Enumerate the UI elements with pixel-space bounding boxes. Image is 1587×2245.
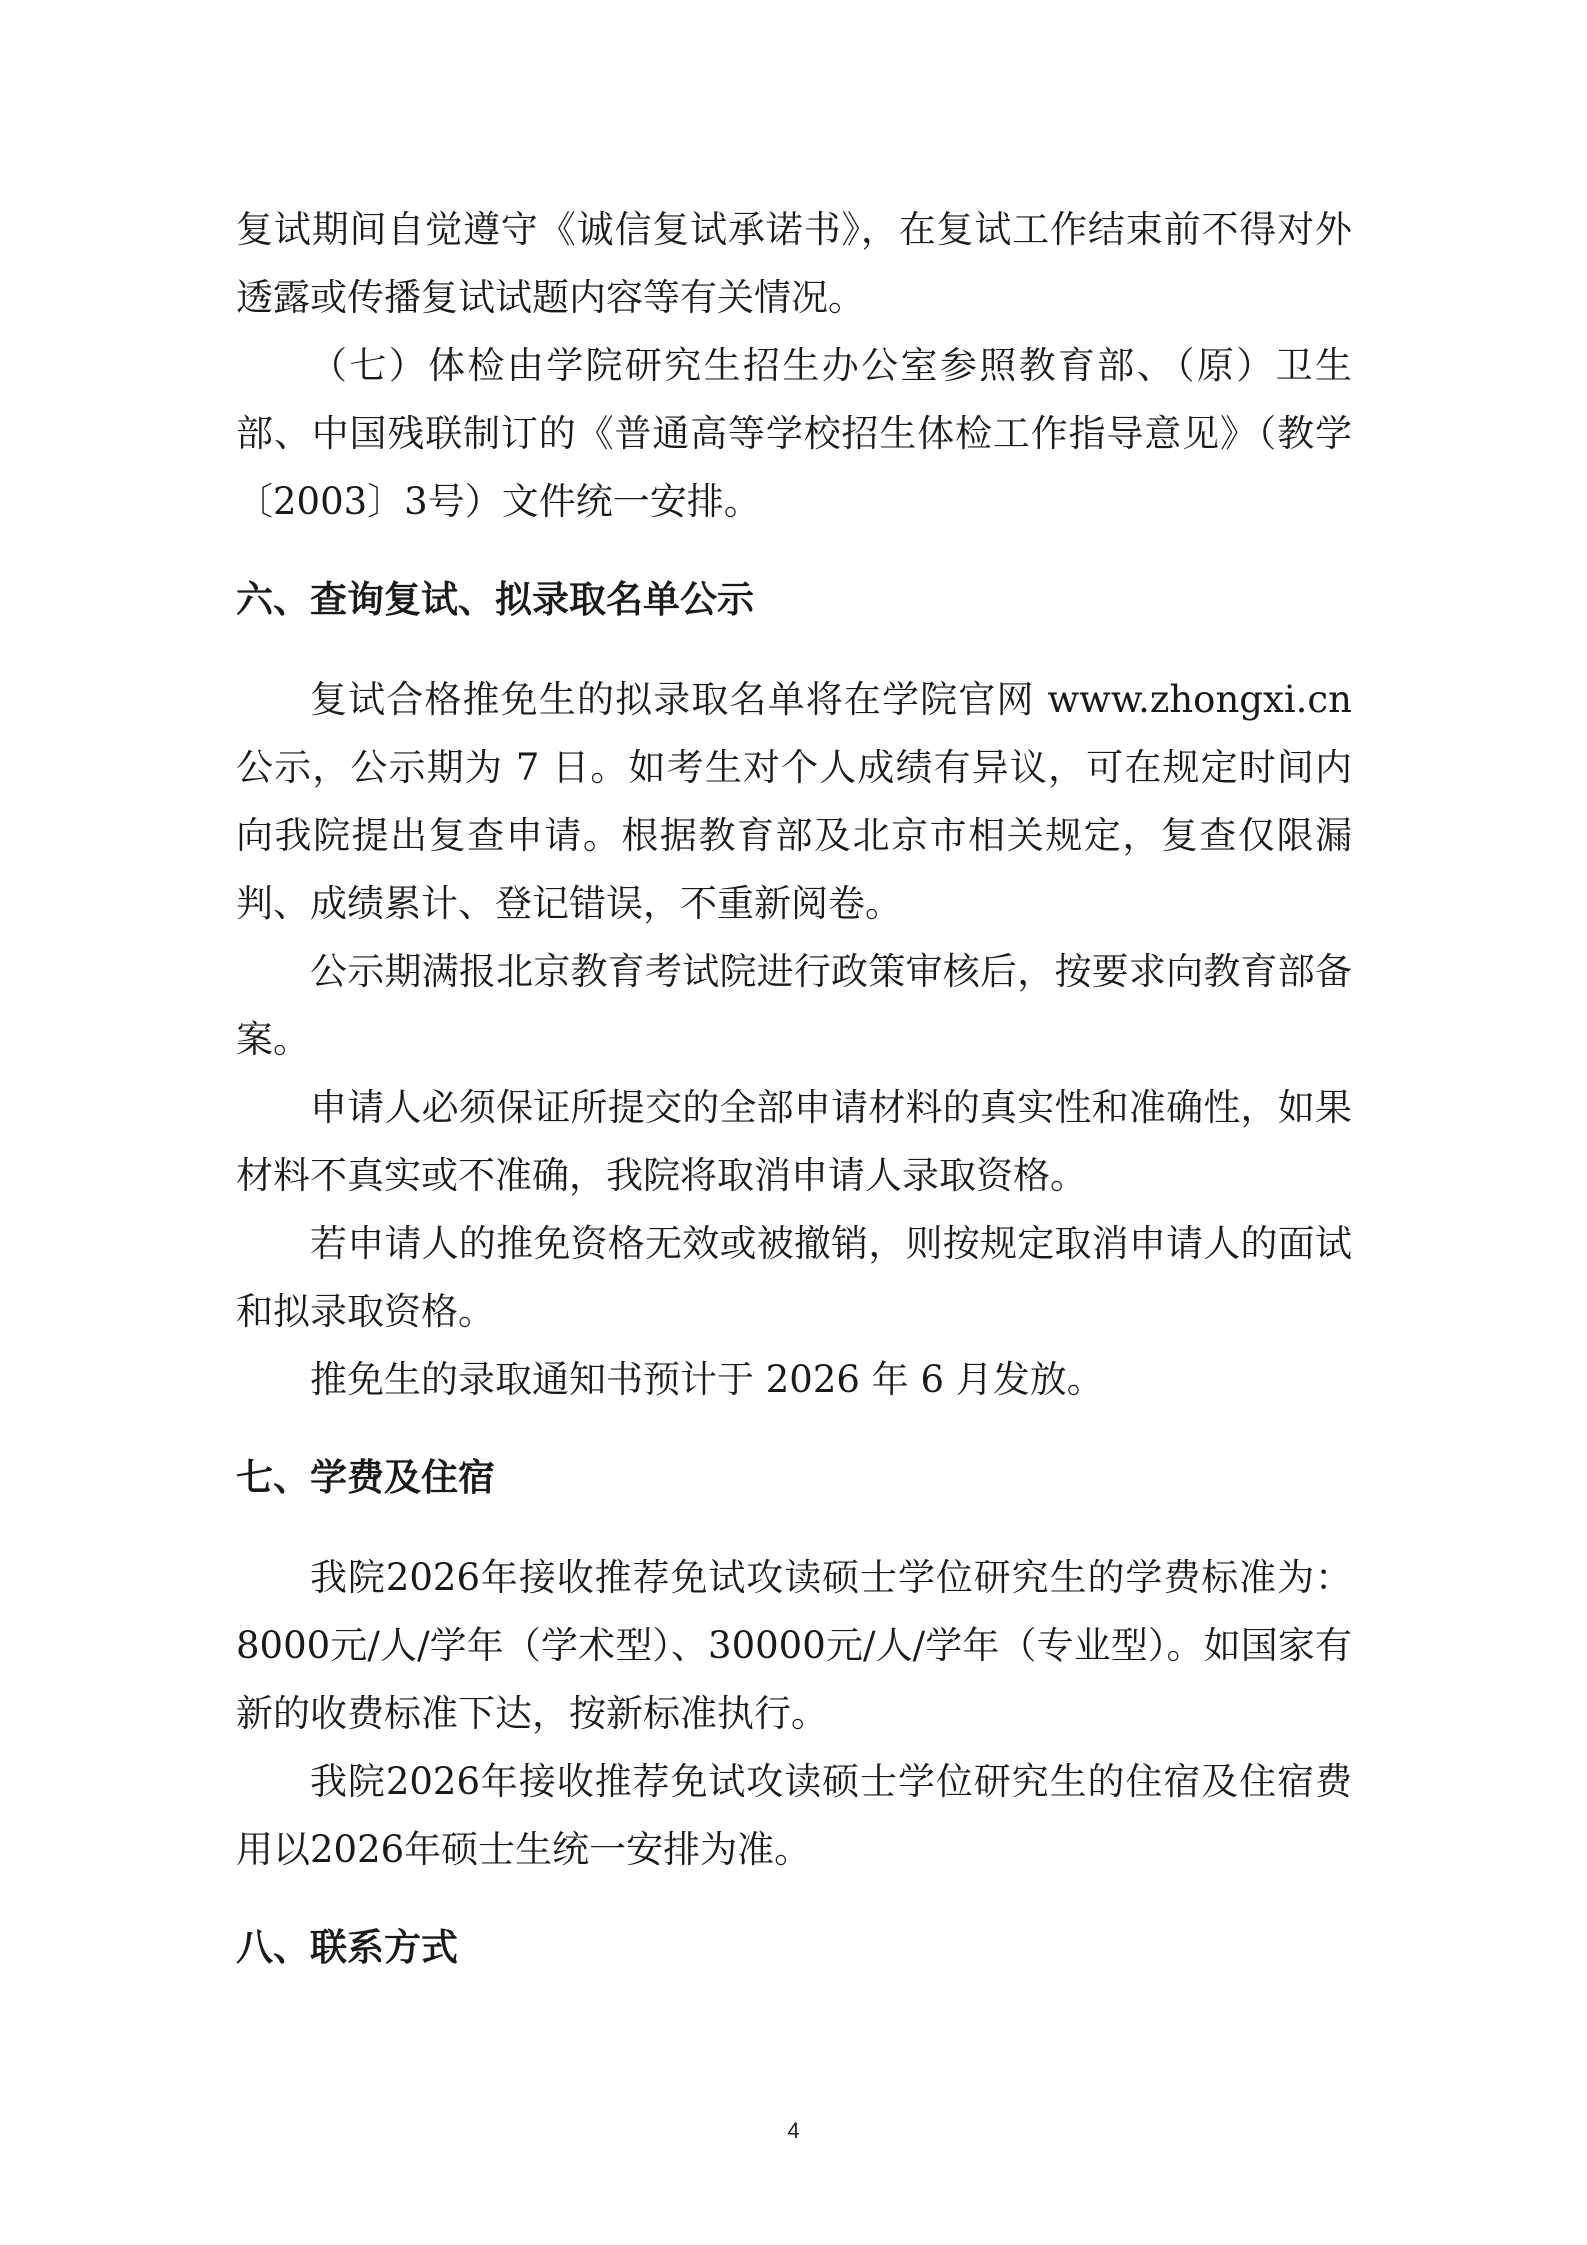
section-heading-7: 七、学费及住宿 <box>236 1456 495 1499</box>
paragraph-continued: 复试期间自觉遵守《诚信复试承诺书》，在复试工作结束前不得对外透露或传播复试试题内容等有关情况。 <box>236 208 1352 319</box>
paragraph-revocation: 若申请人的推免资格无效或被撤销，则按规定取消申请人的面试和拟录取资格。 <box>236 1222 1352 1333</box>
paragraph-policy-review: 公示期满报北京教育考试院进行政策审核后，按要求向教育部备案。 <box>236 950 1352 1061</box>
paragraph-admission-notice: 推免生的录取通知书预计于 2026 年 6 月发放。 <box>310 1358 1104 1401</box>
paragraph-list-publication: 复试合格推免生的拟录取名单将在学院官网 www.zhongxi.cn 公示，公示期为 7 日。如考生对个人成绩有异议，可在规定时间内向我院提出复查申请。根据教育部及北京市相关规定，复查仅限漏判、成绩累计、登记错误，不重新阅卷。 <box>236 678 1352 925</box>
paragraph-authenticity: 申请人必须保证所提交的全部申请材料的真实性和准确性，如果材料不真实或不准确，我院将取消申请人录取资格。 <box>236 1086 1352 1197</box>
page-number: 4 <box>787 2118 800 2143</box>
paragraph-tuition: 我院2026年接收推荐免试攻读硕士学位研究生的学费标准为：8000元/人/学年（学术型）、30000元/人/学年（专业型）。如国家有新的收费标准下达，按新标准执行。 <box>236 1556 1352 1735</box>
paragraph-accommodation: 我院2026年接收推荐免试攻读硕士学位研究生的住宿及住宿费用以2026年硕士生统一安排为准。 <box>236 1760 1352 1871</box>
section-heading-6: 六、查询复试、拟录取名单公示 <box>236 578 754 621</box>
page-content <box>236 196 1352 1982</box>
paragraph-physical-exam: （七）体检由学院研究生招生办公室参照教育部、（原）卫生部、中国残联制订的《普通高等学校招生体检工作指导意见》（教学〔2003〕3号）文件统一安排。 <box>236 344 1352 523</box>
section-heading-8: 八、联系方式 <box>236 1926 458 1969</box>
